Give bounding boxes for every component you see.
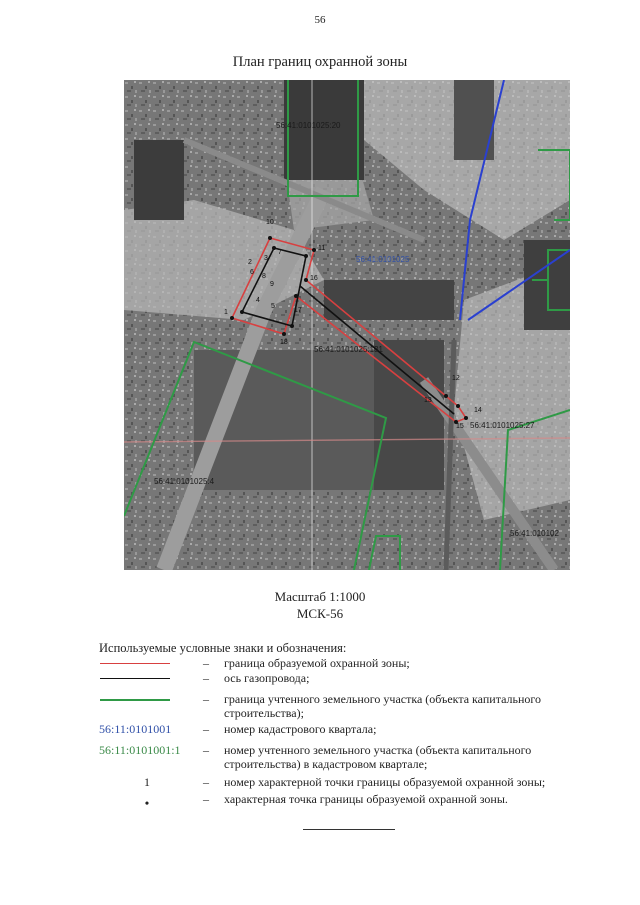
legend-symbol-dot: • [144, 796, 150, 810]
legend-dash: – [203, 743, 209, 757]
legend-symbol-point [99, 792, 199, 810]
legend-symbol-red-line [99, 656, 199, 670]
point-label: 5 [271, 303, 275, 310]
legend-dash: – [203, 671, 209, 685]
point-label: 14 [474, 407, 482, 414]
parcel-label: 56:41:0101025:131 [314, 345, 383, 354]
building [324, 280, 454, 320]
scale-block [0, 588, 640, 622]
legend-symbol-black-line [99, 671, 199, 685]
point-label: 1 [224, 309, 228, 316]
point-label: 6 [250, 269, 254, 276]
map-canvas [124, 80, 570, 570]
legend-text: граница учтенного земельного участка (объекта капитального строительства); [224, 692, 542, 720]
legend-text: номер учтенного земельного участка (объекта капитального строительства) в кадастровом квартале; [224, 743, 532, 771]
page-number: 56 [314, 14, 326, 26]
legend-text: номер характерной точки границы образуемой охранной зоны; [224, 775, 546, 789]
point-label: 9 [270, 281, 274, 288]
point-label: 10 [266, 219, 274, 226]
point-label: 13 [424, 397, 432, 404]
parcel-label: 56:41:0101025:27 [470, 421, 535, 430]
point-label: 3 [264, 255, 268, 262]
legend-heading: Используемые условные знаки и обозначения: [99, 641, 347, 655]
legend-symbol-green-line [99, 692, 199, 706]
crs-text: МСК-56 [296, 606, 344, 621]
legend-text: характерная точка границы образуемой охранной зоны. [224, 792, 508, 806]
building [284, 80, 364, 180]
point-label: 16 [310, 275, 318, 282]
point-label: 7 [278, 249, 282, 256]
legend-dash: – [203, 722, 209, 736]
scale-text: Масштаб 1:1000 [274, 589, 366, 604]
building [374, 340, 444, 490]
parcel-label: 56:41:0101025:20 [276, 121, 341, 130]
legend-dash: – [203, 775, 209, 789]
legend-dash: – [203, 792, 209, 806]
point-label: 17 [294, 307, 302, 314]
legend-symbol-quarter: 56:11:0101001 [99, 722, 172, 736]
point-label: 4 [256, 297, 260, 304]
point-label: 11 [318, 245, 326, 252]
legend-text: ось газопровода; [224, 671, 310, 685]
legend-symbol-parcel: 56:11:0101001:1 [99, 743, 181, 757]
building [134, 140, 184, 220]
footer-divider [303, 829, 395, 830]
point-label: 8 [262, 273, 266, 280]
legend-dash: – [203, 692, 209, 706]
legend-symbol-text: 1 [144, 775, 150, 789]
parcel-label: 56:41:010102 [510, 529, 559, 538]
point-label: 12 [452, 375, 460, 382]
aerial-map[interactable] [124, 80, 570, 570]
point-label: 18 [280, 339, 288, 346]
parcel-label: 56:41:0101025:4 [154, 477, 215, 486]
point-label: 2 [248, 259, 252, 266]
legend-text: номер кадастрового квартала; [224, 722, 377, 736]
legend-symbol-point-number [99, 775, 199, 789]
page-title: План границ охранной зоны [232, 54, 408, 70]
legend-dash: – [203, 656, 209, 670]
legend-text: граница образуемой охранной зоны; [224, 656, 410, 670]
quarter-label: 56:41:0101025 [356, 255, 410, 264]
point-label: 15 [456, 423, 464, 430]
